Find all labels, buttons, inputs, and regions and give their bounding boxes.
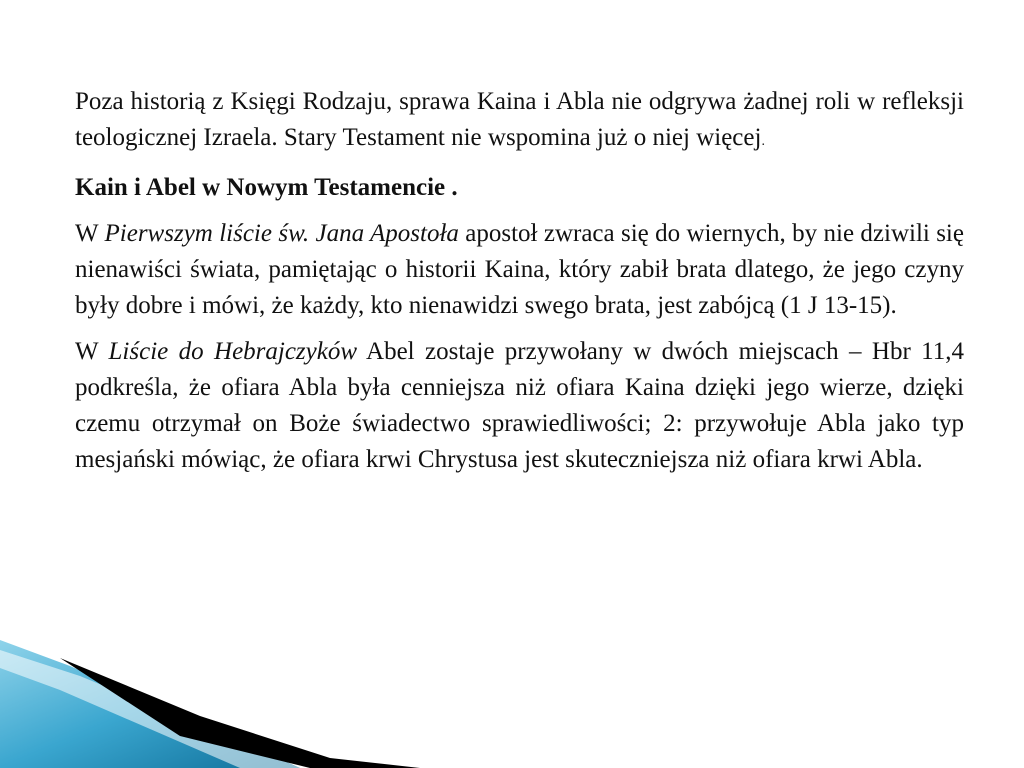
paragraph-lead: W bbox=[75, 338, 109, 365]
paragraph-body: Abel zostaje przywołany w dwóch miejscach – Hbr 11,4 podkreśla, że ofiara Abla była cenniejsza niż ofiara Kaina dzięki jego wierze, dzięki czemu otrzymał on Boże świadectwo sprawiedliwości; 2: przywołuje Abla jako typ mesjański mówiąc, że ofiara krwi Chrystusa jest skuteczniejsza niż ofiara krwi Abla. bbox=[75, 338, 964, 473]
slide-body bbox=[75, 84, 964, 488]
paragraph-lead: W bbox=[75, 220, 105, 247]
paragraph-hebrews bbox=[75, 334, 964, 478]
section-heading: Kain i Abel w Nowym Testamencie . bbox=[75, 174, 458, 201]
paragraph-first-letter-john bbox=[75, 216, 964, 324]
paragraph-body: apostoł zwraca się do wiernych, by nie dziwili się nienawiści świata, pamiętając o historii Kaina, który zabił brata dlatego, że jego czyny były dobre i mówi, że każdy, kto nienawidzi swego brata, jest zabójcą (1 J 13-15). bbox=[75, 220, 964, 319]
corner-decoration bbox=[0, 638, 420, 768]
book-title-italic: Liście do Hebrajczyków bbox=[108, 338, 358, 365]
paragraph-intro bbox=[75, 84, 964, 160]
paragraph-intro-text: Poza historią z Księgi Rodzaju, sprawa Kaina i Abla nie odgrywa żadnej roli w refleksji teologicznej Izraela. Stary Testament nie wspomina już o niej więcej bbox=[75, 88, 964, 151]
book-title-italic: Pierwszym liście św. Jana Apostoła bbox=[104, 220, 459, 247]
paragraph-intro-trailing-mark: . bbox=[761, 134, 765, 149]
